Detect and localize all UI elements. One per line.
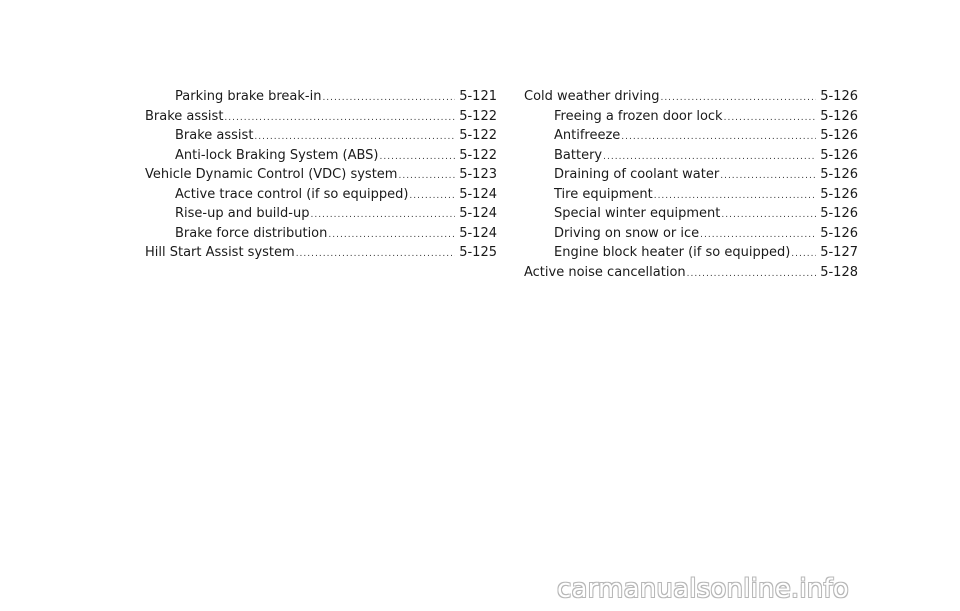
- page-number: 5-123: [459, 167, 497, 182]
- page-number: 5-126: [820, 225, 858, 241]
- entry-title: Anti-lock Braking System (ABS): [175, 147, 379, 163]
- dot-leader: [296, 246, 456, 264]
- entry-title: Vehicle Dynamic Control (VDC) system: [145, 167, 398, 182]
- page-number: 5-126: [820, 89, 858, 104]
- page-number: 5-126: [820, 186, 858, 202]
- page-number: 5-126: [820, 108, 858, 124]
- entry-title: Rise-up and build-up: [175, 206, 310, 221]
- dot-leader: [409, 188, 455, 206]
- page-number: 5-126: [820, 167, 858, 182]
- entry-title: Cold weather driving: [524, 89, 660, 104]
- toc-subentry[interactable]: [524, 127, 858, 147]
- entry-title: Freeing a frozen door lock: [554, 108, 723, 124]
- entry-title: Driving on snow or ice: [554, 225, 700, 241]
- toc-subentry[interactable]: [524, 244, 858, 264]
- toc-subentry[interactable]: [145, 186, 497, 206]
- page-number: 5-122: [459, 147, 497, 163]
- toc-entry[interactable]: [145, 108, 497, 128]
- toc-left-column: [145, 88, 497, 264]
- toc-subentry[interactable]: [145, 205, 497, 225]
- page-number: 5-121: [459, 89, 497, 104]
- toc-subentry[interactable]: [145, 225, 497, 245]
- dot-leader: [621, 129, 816, 147]
- page-number: 5-122: [459, 108, 497, 124]
- dot-leader: [310, 207, 455, 225]
- toc-entry[interactable]: [145, 166, 497, 186]
- dot-leader: [660, 90, 816, 108]
- toc-subentry[interactable]: [524, 108, 858, 128]
- entry-title: Special winter equipment: [554, 206, 721, 221]
- page-number: 5-125: [459, 245, 497, 260]
- toc-subentry[interactable]: [145, 127, 497, 147]
- page-number: 5-127: [820, 245, 858, 260]
- toc-subentry[interactable]: [524, 147, 858, 167]
- page-number: 5-122: [459, 128, 497, 143]
- entry-title: Draining of coolant water: [554, 167, 720, 182]
- watermark: carmanualsonline.info: [557, 574, 849, 604]
- dot-leader: [224, 110, 455, 128]
- dot-leader: [687, 266, 817, 284]
- dot-leader: [380, 149, 456, 167]
- toc-subentry[interactable]: [524, 205, 858, 225]
- entry-title: Antifreeze: [554, 128, 621, 143]
- entry-title: Parking brake break-in: [175, 89, 322, 104]
- dot-leader: [254, 129, 455, 147]
- dot-leader: [791, 246, 816, 264]
- page-number: 5-126: [820, 147, 858, 163]
- entry-title: Tire equipment: [554, 186, 653, 202]
- toc-entry[interactable]: [145, 244, 497, 264]
- page-number: 5-124: [459, 225, 497, 241]
- dot-leader: [398, 168, 455, 186]
- toc-subentry[interactable]: [145, 88, 497, 108]
- toc-entry[interactable]: [524, 88, 858, 108]
- toc-subentry[interactable]: [524, 225, 858, 245]
- page-number: 5-126: [820, 128, 858, 143]
- entry-title: Active noise cancellation: [524, 264, 686, 280]
- entry-title: Active trace control (if so equipped): [175, 186, 409, 202]
- dot-leader: [724, 110, 817, 128]
- toc-subentry[interactable]: [524, 166, 858, 186]
- page-number: 5-126: [820, 206, 858, 221]
- entry-title: Engine block heater (if so equipped): [554, 245, 791, 260]
- dot-leader: [720, 168, 816, 186]
- dot-leader: [322, 90, 455, 108]
- page-number: 5-128: [820, 264, 858, 280]
- dot-leader: [654, 188, 817, 206]
- entry-title: Hill Start Assist system: [145, 245, 295, 260]
- page-number: 5-124: [459, 206, 497, 221]
- toc-right-column: [524, 88, 858, 283]
- toc-subentry[interactable]: [524, 186, 858, 206]
- entry-title: Brake assist: [175, 128, 254, 143]
- dot-leader: [700, 227, 816, 245]
- toc-subentry[interactable]: [145, 147, 497, 167]
- dot-leader: [603, 149, 816, 167]
- entry-title: Brake assist: [145, 108, 224, 124]
- toc-entry[interactable]: [524, 264, 858, 284]
- page-number: 5-124: [459, 186, 497, 202]
- dot-leader: [328, 227, 455, 245]
- entry-title: Brake force distribution: [175, 225, 328, 241]
- entry-title: Battery: [554, 147, 603, 163]
- dot-leader: [721, 207, 816, 225]
